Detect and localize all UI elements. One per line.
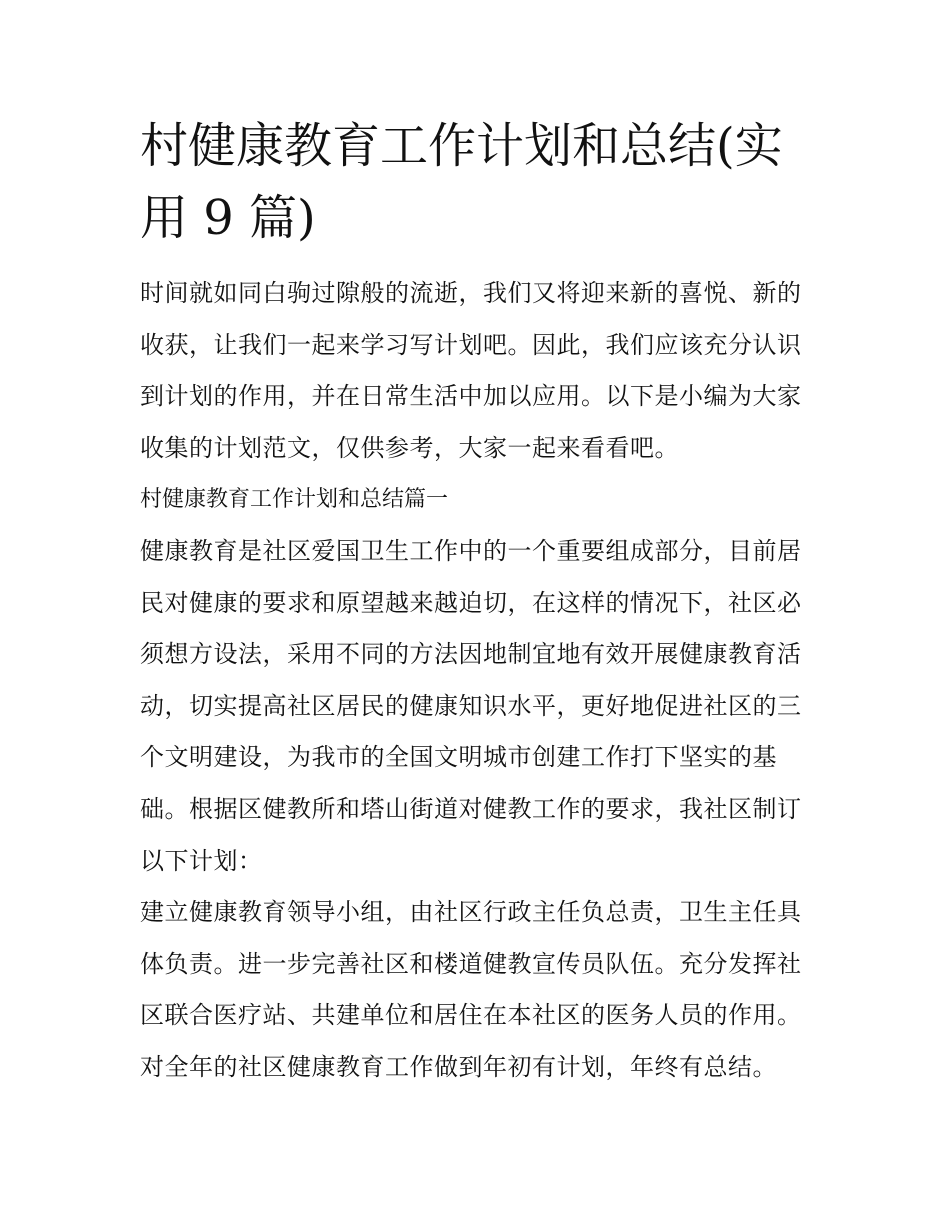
document-title: 村健康教育工作计划和总结(实用 9 篇) <box>140 118 783 246</box>
body-paragraph-2: 建立健康教育领导小组，由社区行政主任负总责，卫生主任具体负责。进一步完善社区和楼道健教宣传员队伍。充分发挥社区联合医疗站、共建单位和居住在本社区的医务人员的作用。对全年的社区健康教育工作做到年初有计划，年终有总结。 <box>140 898 802 1081</box>
document-page <box>140 110 812 1094</box>
body-paragraph-1: 健康教育是社区爱国卫生工作中的一个重要组成部分，目前居民对健康的要求和原望越来越迫切，在这样的情况下，社区必须想方设法，采用不同的方法因地制宜地有效开展健康教育活动，切实提高社区居民的健康知识水平，更好地促进社区的三个文明建设，为我市的全国文明城市创建工作打下坚实的基础。根据区健教所和塔山街道对健教工作的要求，我社区制订以下计划： <box>140 536 802 875</box>
section-heading: 村健康教育工作计划和总结篇一 <box>140 487 449 513</box>
intro-paragraph: 时间就如同白驹过隙般的流逝，我们又将迎来新的喜悦、新的收获，让我们一起来学习写计划吧。因此，我们应该充分认识到计划的作用，并在日常生活中加以应用。以下是小编为大家收集的计划范文，仅供参考，大家一起来看看吧。 <box>140 279 802 462</box>
